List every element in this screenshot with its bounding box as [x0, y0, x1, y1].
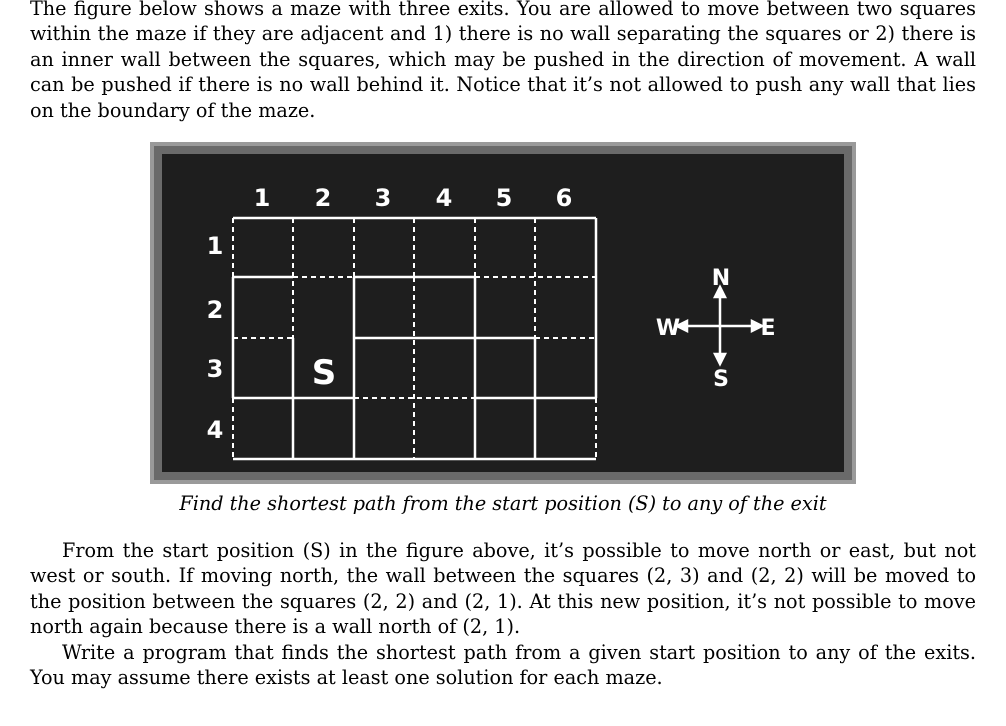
compass-north-label: N [711, 266, 731, 291]
figure-caption: Find the shortest path from the start position (S) to any of the exit [179, 492, 827, 515]
column-label-4: 4 [435, 184, 453, 212]
row-label-2: 2 [206, 296, 224, 324]
column-label-5: 5 [495, 184, 513, 212]
compass-south-label: S [713, 367, 729, 392]
maze-figure [150, 142, 856, 484]
column-label-3: 3 [374, 184, 392, 212]
column-label-6: 6 [555, 184, 573, 212]
intro-paragraph: The figure below shows a maze with three exits. You are allowed to move between two squares within the maze if they are adjacent and 1) there is no wall separating the squares or 2) there is an inner wall between the squares, which may be pushed in the direction of movement. A wall can be pushed if there is no wall behind it. Notice that it’s not allowed to push any wall that lies on the boundary of the maze. [30, 0, 976, 122]
row-label-1: 1 [206, 232, 224, 260]
column-label-1: 1 [253, 184, 271, 212]
body-paragraph-1: From the start position (S) in the figure above, it’s possible to move north or east, but not west or south. If moving north, the wall between the squares (2, 3) and (2, 2) will be moved to the position between the squares (2, 2) and (2, 1). At this new position, it’s not possible to move north again because there is a wall north of (2, 1). [30, 539, 976, 639]
row-label-3: 3 [206, 355, 224, 383]
start-marker: S [311, 353, 337, 393]
maze-figure-svg [150, 142, 856, 484]
compass-east-label: E [760, 316, 776, 341]
compass-west-label: W [655, 316, 681, 341]
column-label-2: 2 [314, 184, 332, 212]
row-label-4: 4 [206, 416, 224, 444]
body-paragraph-2: Write a program that finds the shortest path from a given start position to any of the exits. You may assume there exists at least one solution for each maze. [30, 641, 976, 690]
